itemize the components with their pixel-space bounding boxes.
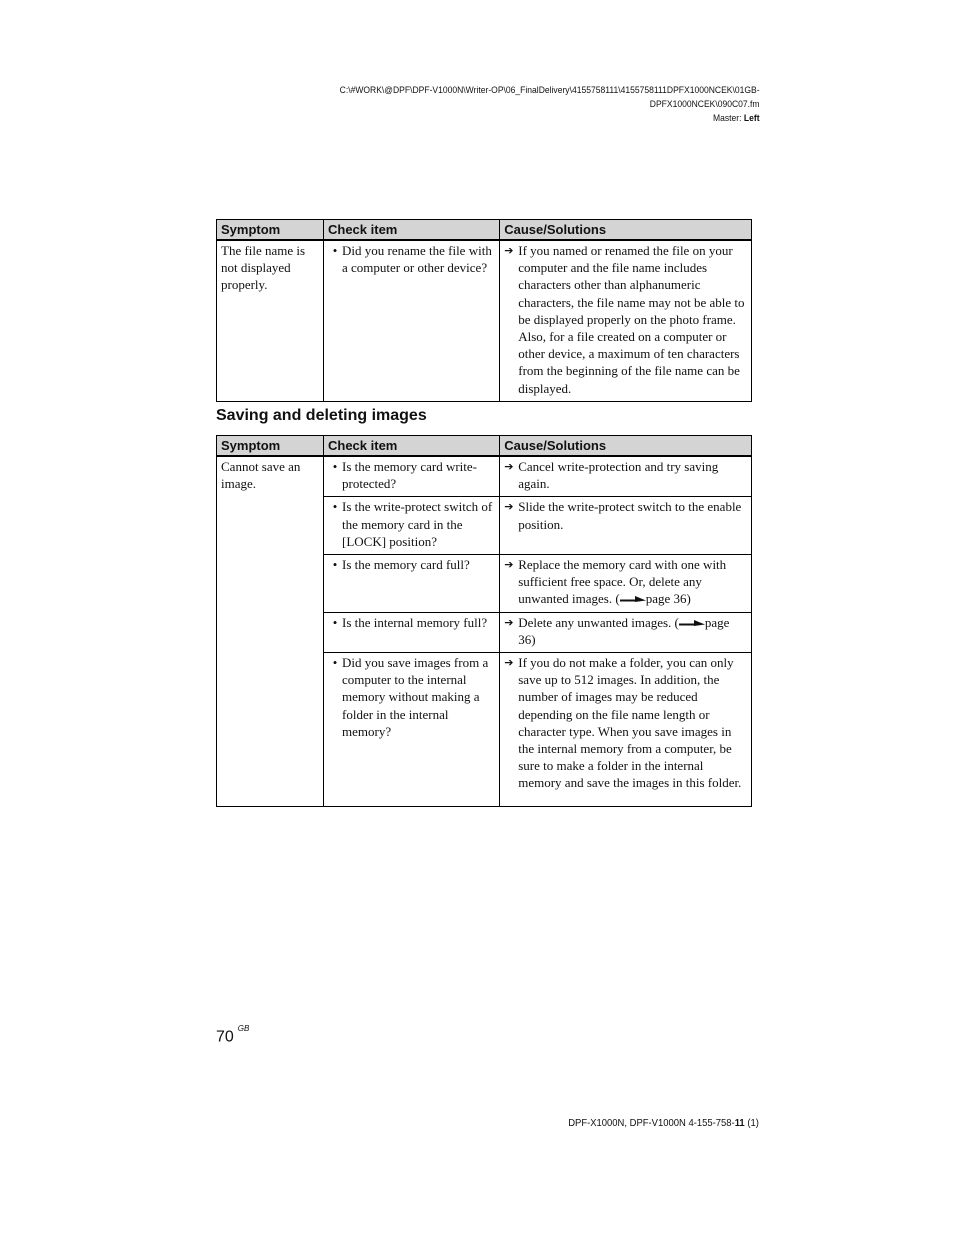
cause-solution-cell [500, 653, 752, 807]
check-item-text: Is the internal memory full? [342, 614, 488, 630]
model-footer [568, 1117, 759, 1129]
check-item-cell [324, 612, 500, 652]
column-header-check-item: Check item [324, 220, 500, 241]
page-reference: page 36) [645, 591, 691, 607]
symptom-cell: The file name is not displayed properly. [217, 240, 324, 401]
column-header-cause-solutions: Cause/Solutions [500, 436, 752, 457]
check-item-cell [324, 240, 500, 401]
cause-solution-text-part: Replace the memory card with one with sufficient free space. Or, delete any unwanted images. ( [518, 557, 727, 607]
check-item-cell [324, 497, 500, 555]
master-label: Master: [713, 113, 745, 124]
file-path-line-1: C:\#WORK\@DPF\DPF-V1000N\Writer-OP\06_FinalDelivery\4155758111\4155758111DPFX1000NCEK\01GB- [340, 85, 760, 96]
table-row [217, 456, 752, 497]
check-item-cell [324, 653, 500, 807]
bullet-marker: • [332, 655, 338, 671]
file-path-header [340, 84, 760, 126]
page-reference: page 36) [518, 614, 730, 647]
page-reference-arrow-icon [620, 595, 646, 603]
file-path-line-2: DPFX1000NCEK\090C07.fm [650, 99, 760, 110]
arrow-icon: ➔ [504, 615, 514, 629]
table-row [217, 240, 752, 401]
cause-solution-text: Slide the write-protect switch to the enable position. [518, 499, 742, 532]
symptom-cell: Cannot save an image. [217, 456, 324, 807]
cause-solution-text [518, 614, 747, 648]
troubleshooting-table-file-name [216, 219, 752, 402]
cause-solution-cell [500, 240, 752, 401]
cause-solution-cell [500, 497, 752, 555]
check-item-cell [324, 555, 500, 613]
cause-solution-cell [500, 456, 752, 497]
bullet-marker: • [332, 614, 338, 630]
column-header-symptom: Symptom [217, 436, 324, 457]
cause-solution-cell [500, 555, 752, 613]
page-reference-arrow-icon [679, 619, 705, 627]
cause-solution-text-part: Delete any unwanted images. ( [518, 614, 679, 630]
cause-solution-text [518, 556, 747, 608]
check-item-cell [324, 456, 500, 497]
cause-solution-text: If you named or renamed the file on your computer and the file name includes characters other than alphanumeric characters, the file name may not be able to be displayed properly on the photo frame. Also, for a file created on a computer or other device, a maximum of ten characters from the beginning of the file name can be displayed. [518, 243, 745, 396]
page-number [216, 1024, 250, 1046]
check-item-text: Is the memory card full? [342, 557, 470, 573]
bullet-marker: • [332, 557, 338, 573]
table-header-row [217, 220, 752, 241]
arrow-icon: ➔ [504, 244, 514, 257]
model-code-bold: 11 [734, 1117, 745, 1129]
cause-solution-text: If you do not make a folder, you can only save up to 512 images. In addition, the number of images may be reduced depending on the file name length or character type. When you save images in the internal memory from a computer, be sure to make a folder in the internal memory and save the images in this folder. [518, 655, 742, 791]
master-line [340, 112, 760, 126]
master-value: Left [744, 113, 760, 124]
arrow-icon: ➔ [504, 460, 514, 473]
check-item-text: Did you save images from a computer to the internal memory without making a folder in the internal memory? [342, 655, 489, 739]
column-header-check-item: Check item [324, 436, 500, 457]
arrow-icon: ➔ [504, 500, 514, 514]
arrow-icon: ➔ [504, 558, 514, 572]
bullet-marker: • [332, 459, 338, 474]
page-language-suffix: GB [237, 1024, 250, 1033]
model-text: DPF-X1000N, DPF-V1000N 4-155-758- [568, 1117, 735, 1129]
section-title: Saving and deleting images [216, 407, 427, 424]
table-header-row [217, 436, 752, 457]
column-header-cause-solutions: Cause/Solutions [500, 220, 752, 241]
column-header-symptom: Symptom [217, 220, 324, 241]
page-number-value: 70 [216, 1028, 234, 1046]
cause-solution-text: Cancel write-protection and try saving again. [518, 459, 719, 492]
bullet-marker: • [332, 243, 338, 258]
check-item-text: Did you rename the file with a computer or other device? [342, 243, 492, 276]
troubleshooting-table-saving-deleting [216, 435, 752, 807]
arrow-icon: ➔ [504, 656, 514, 670]
check-item-text: Is the memory card write-protected? [342, 459, 478, 492]
cause-solution-cell [500, 612, 752, 652]
bullet-marker: • [332, 499, 338, 515]
check-item-text: Is the write-protect switch of the memory card in the [LOCK] position? [342, 499, 493, 549]
model-revision: (1) [744, 1117, 759, 1129]
